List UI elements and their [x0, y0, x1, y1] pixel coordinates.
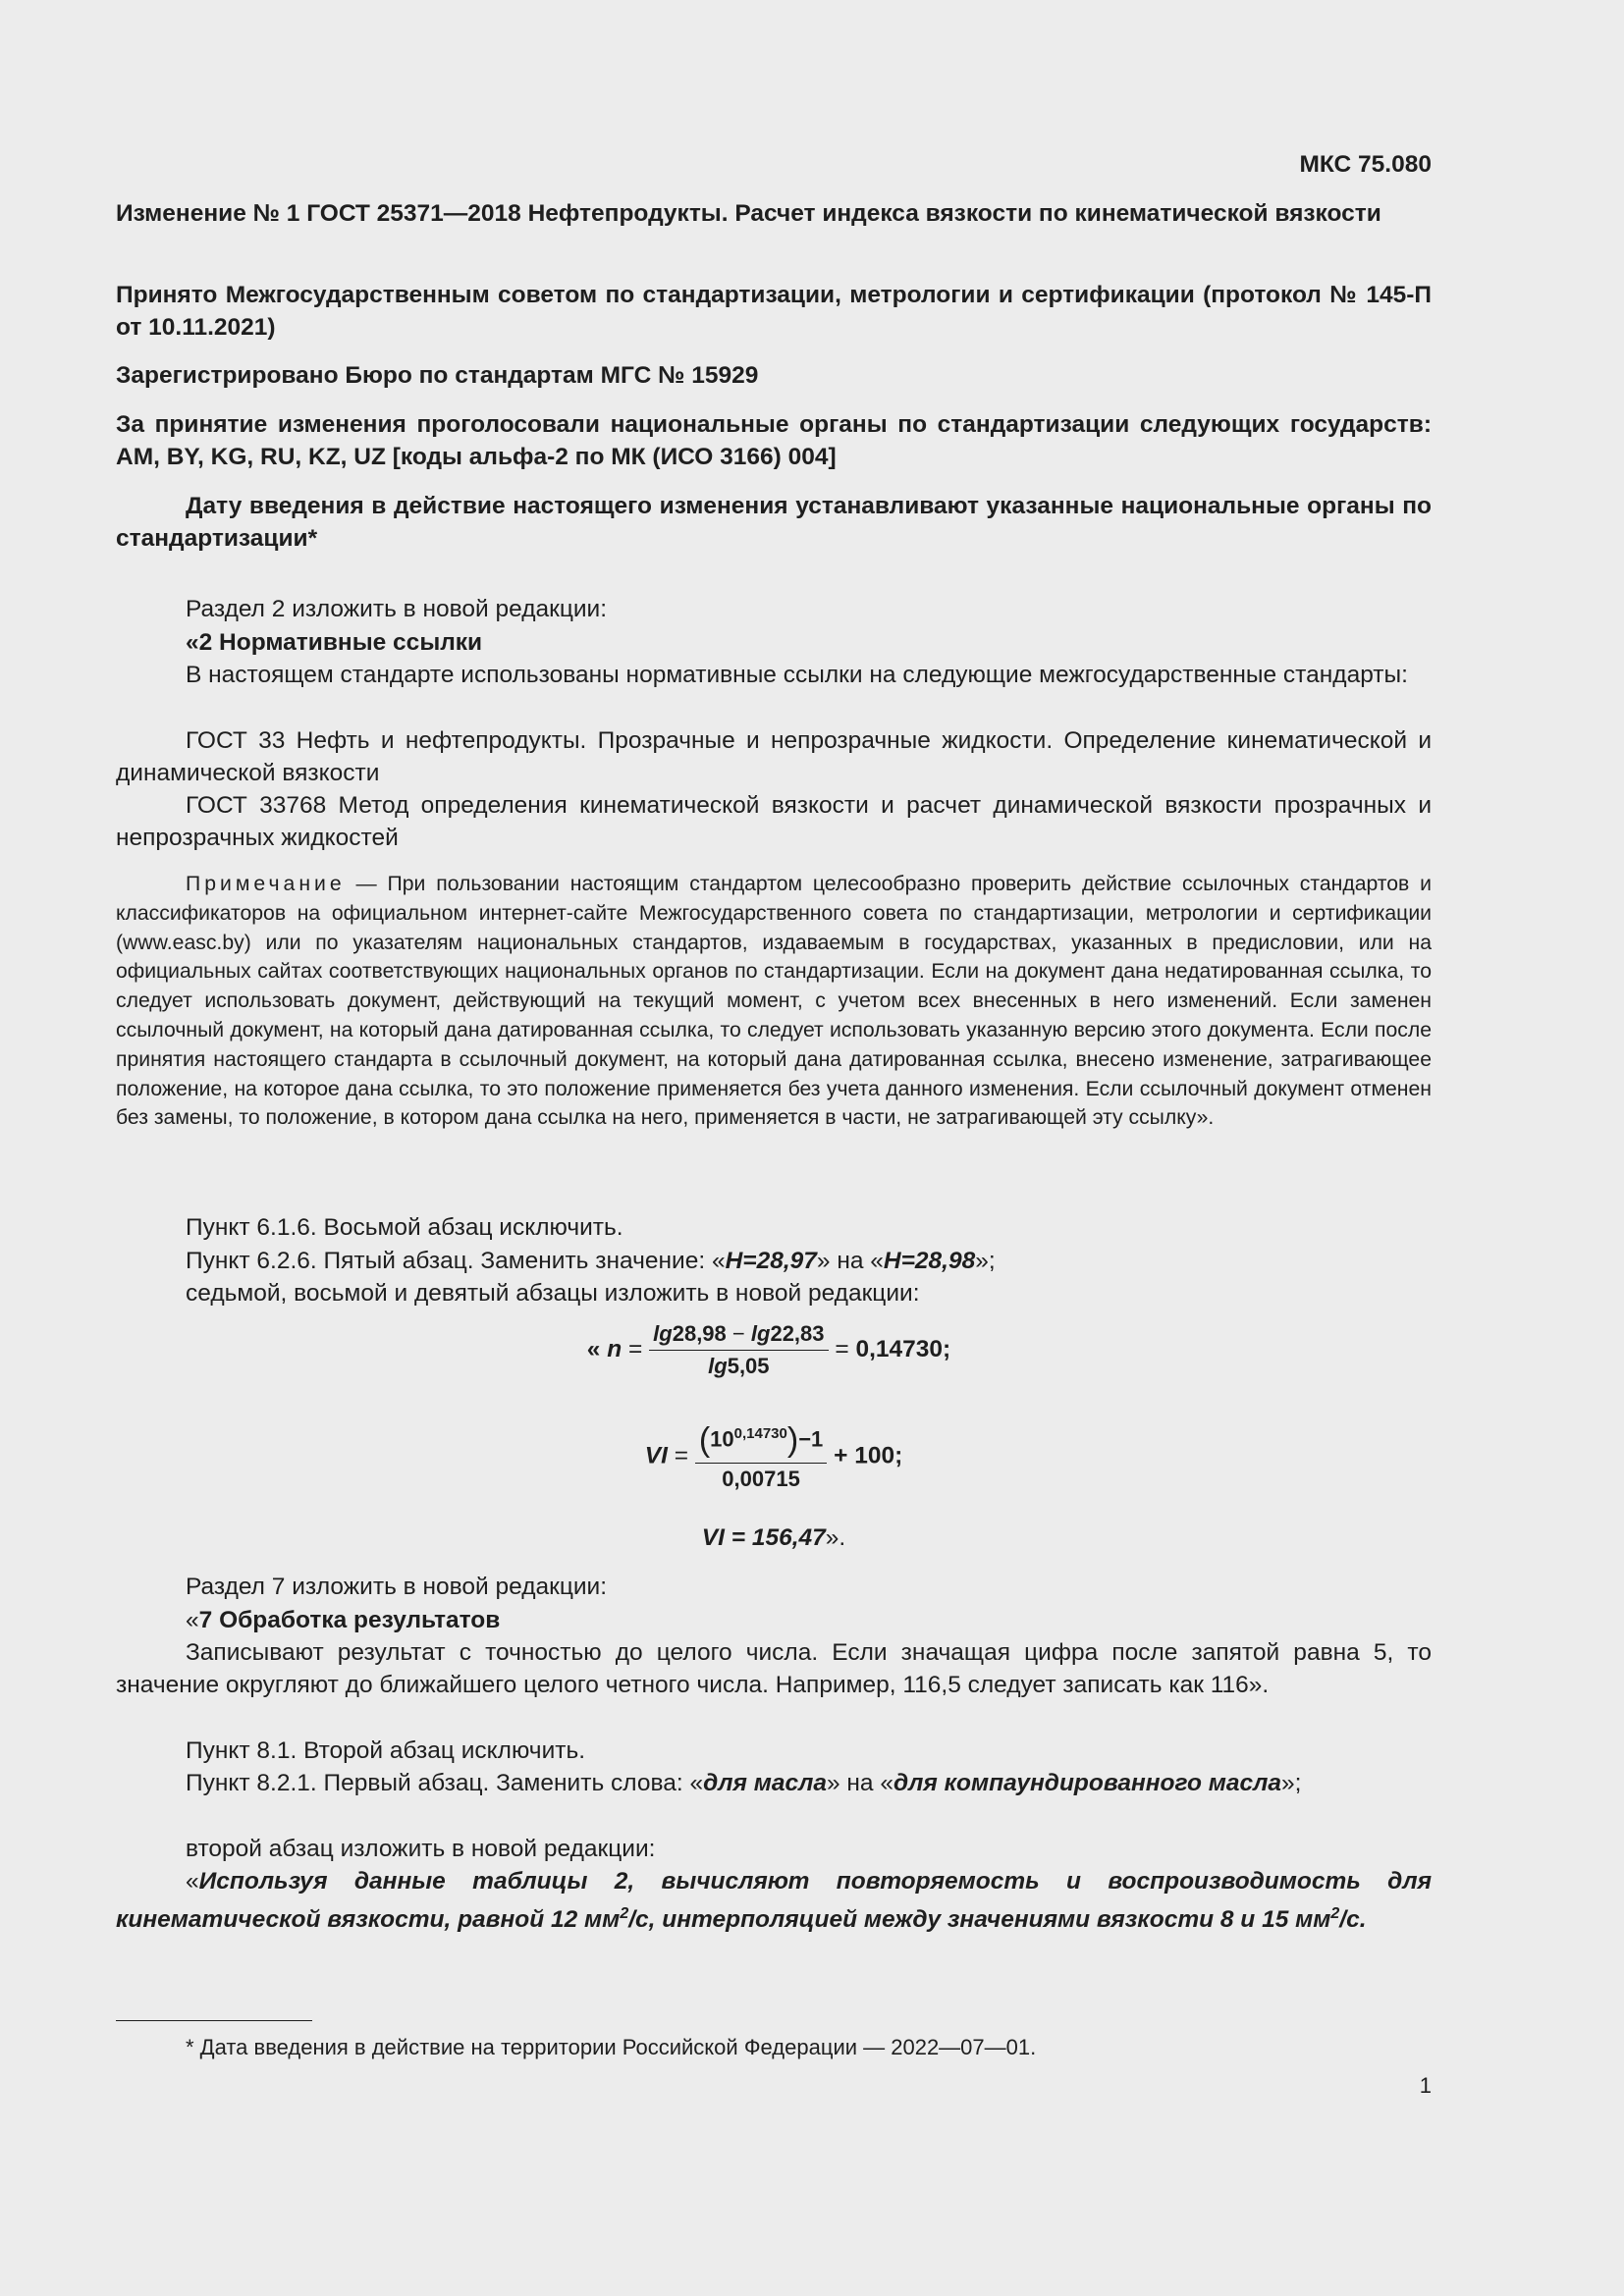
- formula-equals-2: =: [835, 1335, 849, 1362]
- effective-date-statement: Дату введения в действие настоящего изменения устанавливают указанные национальные органы по стандартизации*: [116, 493, 1432, 552]
- old-value: H=28,97: [725, 1248, 817, 1274]
- formula-vi-variable: VI: [644, 1442, 668, 1469]
- clause-6-2-6-continued: седьмой, восьмой и девятый абзацы изложить в новой редакции:: [186, 1280, 920, 1307]
- clause-8-2-1-post: »;: [1281, 1770, 1302, 1796]
- footnote-divider: [116, 2020, 312, 2021]
- old-words: для масла: [703, 1770, 827, 1796]
- document-title: Изменение № 1 ГОСТ 25371—2018 Нефтепродукты. Расчет индекса вязкости по кинематической вязкости: [116, 200, 1381, 227]
- formula-open-quote: «: [586, 1335, 601, 1362]
- new-words: для компаундированного масла: [893, 1770, 1281, 1796]
- reference-gost-33768: ГОСТ 33768 Метод определения кинематической вязкости и расчет динамической вязкости прозрачных и непрозрачных жидкостей: [116, 792, 1432, 851]
- clause-6-2-6-pre: Пункт 6.2.6. Пятый абзац. Заменить значение: «: [186, 1248, 726, 1274]
- adopted-statement: Принято Межгосударственным советом по стандартизации, метрологии и сертификации (протокол № 145-П от 10.11.2021): [116, 282, 1432, 341]
- minus-sign: −: [731, 1321, 745, 1346]
- clause-6-2-6-post: »;: [975, 1248, 996, 1274]
- clause-8-1: Пункт 8.1. Второй абзац исключить.: [186, 1737, 586, 1764]
- footnote: * Дата введения в действие на территории Российской Федерации — 2022—07—01.: [186, 2035, 1037, 2059]
- clause-6-2-6-mid: » на «: [816, 1248, 884, 1274]
- new-text-part1: Используя данные таблицы 2, вычисляют повторяемость и воспроизводимость для кинематической вязкости, равной 12 мм: [116, 1868, 1432, 1934]
- lg-b: lg: [750, 1321, 771, 1346]
- mks-code: МКС 75.080: [1299, 151, 1432, 178]
- section7-heading-quote: «: [186, 1607, 199, 1633]
- minus-one: −1: [798, 1426, 824, 1452]
- power-exponent: 0,14730: [733, 1424, 787, 1442]
- formula-vi-fraction: $\frac{(10^{0,14730})-1}{0,00715}$: [695, 1421, 827, 1492]
- formula-n-fraction: [649, 1321, 828, 1379]
- section2-heading: «2 Нормативные ссылки: [186, 629, 483, 656]
- formula-equals: =: [628, 1335, 643, 1362]
- formula-vi-denominator: 0,00715: [722, 1467, 800, 1491]
- voted-statement: За принятие изменения проголосовали национальные органы по стандартизации следующих государств: AM, BY, KG, RU, KZ, UZ [коды альфа-2 по МК (ИСО 3166) 004]: [116, 411, 1432, 470]
- lg-c: lg: [708, 1354, 728, 1378]
- clause-8-2-1-continued: второй абзац изложить в новой редакции:: [186, 1836, 656, 1862]
- formula-vi-plus: + 100;: [834, 1442, 903, 1469]
- vi-result-close: ».: [825, 1524, 846, 1551]
- lg-a: lg: [653, 1321, 673, 1346]
- section2-paragraph: В настоящем стандарте использованы нормативные ссылки на следующие межгосударственные стандарты:: [186, 662, 1408, 688]
- new-text-part2: /с, интерполяцией между значениями вязкости 8 и 15 мм: [628, 1906, 1331, 1934]
- new-value: H=28,98: [883, 1248, 976, 1274]
- clause-8-2-1: [116, 1767, 1432, 1799]
- section7-intro: Раздел 7 изложить в новой редакции:: [186, 1574, 608, 1600]
- page-number: 1: [1419, 2073, 1432, 2098]
- clause-8-2-1-pre: Пункт 8.2.1. Первый абзац. Заменить слова: «: [186, 1770, 704, 1796]
- vi-result-value: VI = 156,47: [701, 1524, 826, 1551]
- section2-intro: Раздел 2 изложить в новой редакции:: [186, 596, 608, 622]
- section7-paragraph: Записывают результат с точностью до целого числа. Если значащая цифра после запятой равна 5, то значение округляют до ближайшего целого четного числа. Например, 116,5 следует записать как 116».: [116, 1639, 1432, 1698]
- clause-6-1-6: Пункт 6.1.6. Восьмой абзац исключить.: [186, 1214, 623, 1241]
- superscript-2b: 2: [1330, 1905, 1340, 1922]
- superscript-2: 2: [620, 1905, 629, 1922]
- formula-n: [116, 1321, 1432, 1379]
- note-text: — При пользовании настоящим стандартом целесообразно проверить действие ссылочных стандартов и классификаторов на официальном интернет-сайте Межгосударственного совета по стандартизации, метрологии и сертификации (www.easc.by) или по указателям национальных стандартов, издаваемым в государствах, указанных в предисловии, или на официальных сайтах соответствующих национальных органов по стандартизации. Если на документ дана недатированная ссылка, то следует использовать документ, действующий на текущий момент, с учетом всех внесенных в него изменений. Если заменен ссылочный документ, на который дана датированная ссылка, то следует использовать указанную версию этого документа. Если после принятия настоящего стандарта в ссылочный документ, на который дана датированная ссылка, внесено изменение, затрагивающее положение, на которое дана ссылка, то это положение применяется без учета данного изменения. Если ссылочный документ отменен без замены, то положение, в котором дана ссылка на него, применяется в части, не затрагивающей эту ссылку».: [116, 873, 1432, 1130]
- clause-6-2-6: [116, 1245, 1432, 1277]
- new-text-open-quote: «: [186, 1868, 199, 1895]
- reference-gost-33: ГОСТ 33 Нефть и нефтепродукты. Прозрачные и непрозрачные жидкости. Определение кинематической и динамической вязкости: [116, 727, 1432, 786]
- clause-8-2-1-mid: » на «: [826, 1770, 893, 1796]
- formula-vi-equals: =: [674, 1442, 689, 1469]
- lg-a-value: 28,98: [672, 1321, 727, 1346]
- formula-vi-result: [116, 1524, 1432, 1552]
- note-label: Примечание: [186, 873, 346, 895]
- section7-heading-text: 7 Обработка результатов: [198, 1607, 501, 1633]
- note-block: [116, 870, 1432, 1133]
- clause-8-2-1-new-text: [116, 1865, 1432, 1936]
- section7-heading: [116, 1604, 1432, 1636]
- new-text-part3: /с.: [1339, 1906, 1367, 1934]
- formula-n-result: 0,14730;: [855, 1335, 951, 1362]
- lg-b-value: 22,83: [770, 1321, 825, 1346]
- formula-vi: [116, 1421, 1432, 1492]
- registered-statement: Зарегистрировано Бюро по стандартам МГС № 15929: [116, 362, 759, 389]
- formula-n-variable: n: [607, 1335, 623, 1362]
- lg-c-value: 5,05: [727, 1354, 770, 1378]
- power-base: 10: [710, 1426, 734, 1452]
